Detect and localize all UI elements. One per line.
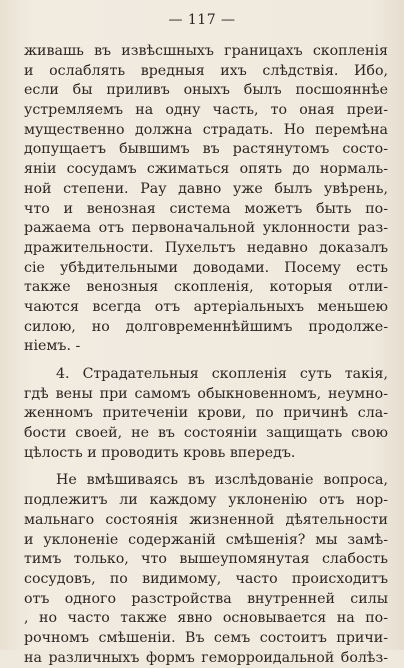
text-line: дражительности. Пухельтъ недавно доказалъ: [24, 239, 388, 256]
text-line: ной степени. Рау давно уже былъ увѣрень,: [24, 180, 388, 197]
text-line: что и венозная система можетъ быть по-: [24, 200, 388, 217]
text-line: допущаетъ бывшимъ въ растянутомъ состо-: [24, 141, 388, 158]
text-line: мальнаго состоянія жизненной дѣятельности: [24, 511, 388, 528]
text-line: если бы приливъ оныхъ былъ посшояннѣе: [24, 82, 388, 99]
text-line: бости своей, не въ состояніи защищать свою: [24, 425, 388, 442]
text-line: женномъ притеченіи крови, по причинѣ сла-: [24, 405, 388, 422]
text-line: и уклоненіе содержаній смѣшенія? мы замѣ-: [24, 531, 388, 548]
page-body-text: [24, 42, 388, 668]
text-line: сіе убѣдительными доводами. Посему есть: [24, 259, 388, 276]
text-line: ніемъ. -: [24, 338, 81, 355]
text-line: подлежитъ ли каждому уклоненію отъ нор-: [24, 492, 388, 509]
text-line: отъ одного разстройства внутренней силы: [24, 590, 388, 607]
text-line: сосудовъ, по видимому, часто происходитъ: [24, 570, 388, 587]
text-line: силою, но долговременнѣйшимъ продолже-: [24, 318, 388, 335]
paragraph-2: [24, 365, 388, 463]
page-number: — 117 —: [168, 12, 236, 28]
text-line: яніи сосудамъ сжиматься опять до нормаль-: [24, 161, 388, 178]
paragraph-1: [24, 42, 388, 357]
paragraph-gap: [24, 463, 388, 471]
text-line: мущественно должна страдать. Но перемѣна: [24, 121, 388, 138]
text-line: чаются всегда отъ артеріальныхъ меньшею: [24, 298, 388, 315]
text-line: живашь въ извѣсшныхъ границахъ скопленія: [24, 43, 388, 59]
text-line: на различныхъ формъ геморроидальной болѣз-: [24, 649, 388, 666]
text-line: ражаема отъ первоначальной уклонности раз-: [24, 220, 388, 237]
paragraph-gap: [24, 357, 388, 365]
text-line: тимъ только, что вышеупомянутая слабость: [24, 551, 388, 568]
text-line: цѣлость и проводить кровь впередъ.: [24, 444, 296, 461]
paragraph-3: [24, 471, 388, 668]
text-line: гдѣ вены при самомъ обыкновенномъ, неумно-: [24, 385, 388, 402]
text-line: устремляемъ на одну часть, то оная преи-: [24, 102, 388, 119]
text-line: также венозныя скопленія, которыя отли-: [24, 279, 388, 296]
text-line: , но часто также явно основывается на по-: [24, 610, 388, 627]
text-line: Не вмѣшиваясь въ изслѣдованіе вопроса,: [56, 472, 388, 489]
text-line: и ослаблять вредныя ихъ слѣдствія. Ибо,: [24, 62, 388, 79]
text-line: рочномъ смѣшеніи. Въ семъ состоитъ причи-: [24, 629, 388, 646]
text-line: 4. Страдательныя скопленія суть такія,: [56, 366, 388, 382]
